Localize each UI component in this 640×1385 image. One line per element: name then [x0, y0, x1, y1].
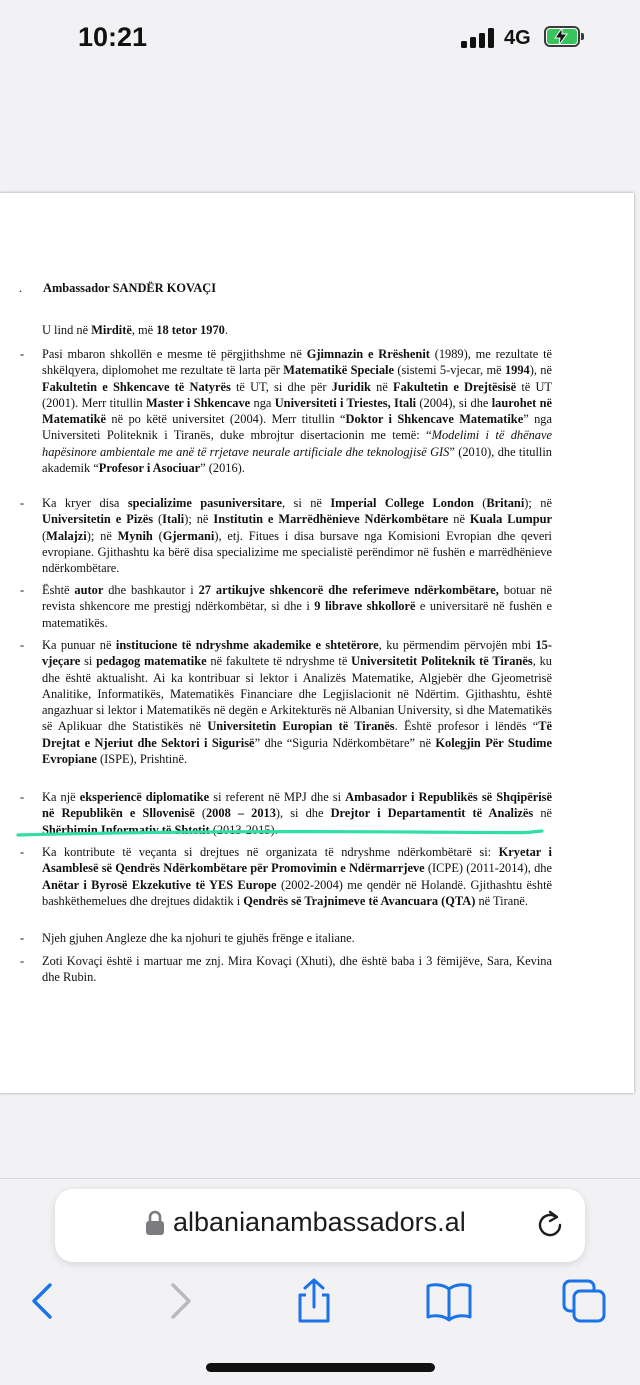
paragraph-text: Njeh gjuhen Angleze dhe ka njohuri te gjuhës frënge e italiane.	[42, 931, 355, 945]
paragraph-bullet: -	[20, 638, 25, 652]
paragraph-text: Është autor dhe bashkautor i 27 artikujve shkencorë dhe referimeve ndërkombëtare, botuar në revista shkencore me prestigj ndërkombëtar, si dhe i 9 librave shkollorë e universitarë në fushën e matematikës.	[42, 583, 552, 630]
url-text[interactable]: albanianambassadors.al	[173, 1207, 466, 1237]
paragraph-publications	[20, 582, 552, 631]
signal-icon	[461, 28, 495, 48]
title-bullet: .	[19, 281, 23, 295]
reload-icon[interactable]	[534, 1209, 566, 1241]
status-bar	[0, 0, 640, 72]
paragraph-languages	[20, 930, 552, 946]
paragraph-bullet: -	[20, 347, 25, 361]
paragraph-text: U lind në Mirditë, më 18 tetor 1970.	[42, 323, 228, 337]
battery-charging-icon	[544, 26, 584, 47]
paragraph-specializations	[20, 495, 553, 576]
share-icon[interactable]	[290, 1277, 338, 1325]
paragraph-family	[20, 953, 552, 986]
lock-icon	[145, 1209, 165, 1237]
paragraph-text: Zoti Kovaçi është i martuar me znj. Mira Kovaçi (Xhuti), dhe është baba i 3 fëmijëve, Sara, Kevina dhe Rubin.	[42, 954, 552, 985]
paragraph-bullet: -	[20, 496, 25, 510]
bookmarks-icon[interactable]	[425, 1277, 473, 1325]
tabs-icon[interactable]	[560, 1277, 608, 1325]
paragraph-bullet: -	[20, 790, 25, 804]
back-icon[interactable]	[18, 1277, 66, 1325]
paragraph-text: Ka një eksperiencë diplomatike si referent në MPJ dhe si Ambasador i Republikës së Shqipërisë në Republikën e Sllovenisë (2008 – 2013), si dhe Drejtor i Departamentit të Analizës në Shërbimin Informativ të Shtetit (2013-2015).	[42, 790, 553, 837]
document-title	[19, 281, 217, 296]
paragraph-text: Ka punuar në institucione të ndryshme akademike e shtetërore, ku përmendim përvojën mbi 15-vjeçare si pedagog matematike në fakultete të ndryshme të Universitetit Politeknik të Tiranës, ku dhe është aktualisht. Ai ka kontribuar si lektor i Analizës Matematike, Algjebër dhe Gjeometrisë Analitike, Informatikës, Matematikës Financiare dhe Legjislacionit në Ndërtim. Gjithashtu, është angazhuar si lektor i Matematikës në degën e Arkitekturës në Albanian University, si dhe Matematikës së Aplikuar dhe Statistikës në Universitetin Europian të Tiranës. Është profesor i lëndës “Të Drejtat e Njeriut dhe Sektori i Sigurisë” dhe “Siguria Ndërkombëtare” në Kolegjin Për Studime Evropiane (ISPE), Prishtinë.	[42, 638, 553, 767]
paragraph-bullet: -	[20, 931, 25, 945]
paragraph-text: Ka kryer disa specializime pasuniversitare, si në Imperial College London (Britani); në Universitetin e Pizës (Itali); në Institutin e Marrëdhënieve Ndërkombëtare në Kuala Lumpur (Malajzi); në Mynih (Gjermani), etj. Fitues i disa bursave nga Komisioni Evropian dhe qeveri evropiane. Gjithashtu ka bërë disa specializime me specialistë perëndimor në fushën e marrëdhënieve ndërkombëtare.	[42, 496, 553, 576]
network-type: 4G	[504, 27, 531, 49]
paragraph-bullet: -	[20, 583, 25, 597]
address-bar[interactable]	[55, 1189, 585, 1262]
paragraph-text: Ka kontribute të veçanta si drejtues në organizata të ndryshme ndërkombëtarë si: Kryetar i Asamblesë së Qendrës Ndërkombëtare për Promovimin e Ndërmarrjeve (ICPE) (2011-2014), dhe Anëtar i Byrosë Ekzekutive të YES Europe (2002-2004) me qendër në Holandë. Gjithashtu është bashkëthemelues dhe drejtues didaktik i Qendrës së Trajnimeve të Avancuara (QTA) në Tiranë.	[42, 845, 553, 908]
green-underline-annotation	[16, 829, 544, 839]
home-indicator	[206, 1363, 435, 1372]
paragraph-bullet: -	[20, 954, 25, 968]
paragraph-bullet: -	[20, 845, 25, 859]
status-time: 10:21	[78, 22, 148, 52]
document-page	[0, 193, 634, 1093]
paragraph-organizations	[20, 844, 553, 909]
paragraph-education	[20, 346, 553, 476]
forward-icon[interactable]	[157, 1277, 205, 1325]
paragraph-academic-work	[20, 637, 553, 767]
paragraph-text: Pasi mbaron shkollën e mesme të përgjithshme në Gjimnazin e Rrëshenit (1989), me rezultate të shkëlqyera, diplomohet me rezultate të larta për Matematikë Speciale (sistemi 5-vjecar, më 1994), në Fakultetin e Shkencave të Natyrës të UT, si dhe për Juridik në Fakultetin e Drejtësisë të UT (2001). Merr titullin Master i Shkencave nga Universiteti i Triestes, Itali (2004), si dhe laurohet në Matematikë në po këtë universitet (2004). Merr titullin “Doktor i Shkencave Matematike” nga Universiteti Politeknik i Tiranës, duke mbrojtur disertacionin me temë: “Modelimi i të dhënave hapësinore ambientale me anë të rrjetave neurale artificiale dhe teknologjisë GIS” (2010), dhe titullin akademik “Profesor i Asociuar” (2016).	[42, 347, 553, 476]
title-text: Ambassador SANDËR KOVAÇI	[43, 281, 217, 295]
paragraph-birth	[42, 322, 552, 338]
